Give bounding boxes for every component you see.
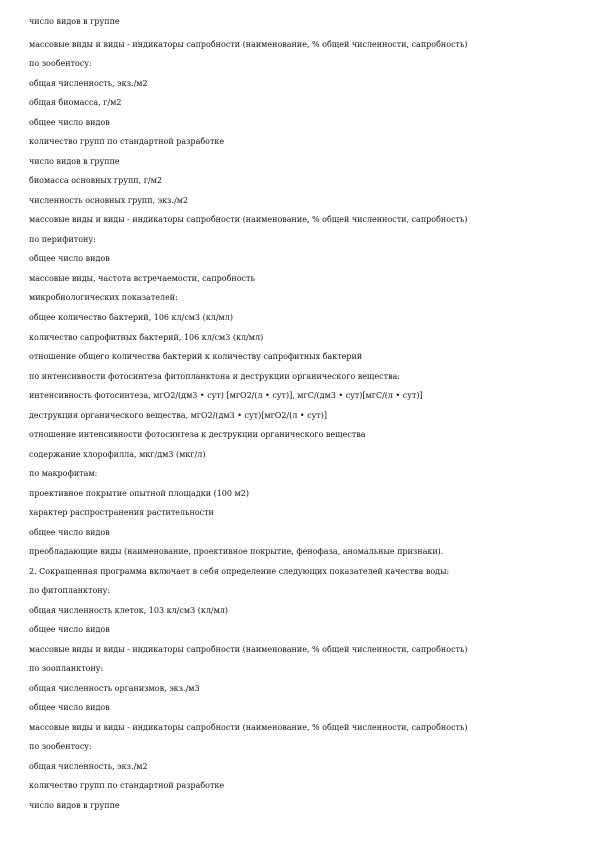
- text-line: общее число видов: [29, 703, 110, 712]
- text-line: общее число видов: [29, 625, 110, 634]
- text-line: массовые виды и виды - индикаторы сапробности (наименование, % общей численности, сапробность): [29, 723, 468, 732]
- text-line: массовые виды, частота встречаемости, сапробность: [29, 274, 255, 283]
- text-line: общее число видов: [29, 528, 110, 537]
- text-line: количество сапрофитных бактерий, 106 кл/см3 (кл/мл): [29, 333, 264, 342]
- text-line: общая численность клеток, 103 кл/см3 (кл/мл): [29, 606, 229, 615]
- text-line: преобладающие виды (наименование, проективное покрытие, фенофаза, аномальные признаки).: [29, 547, 444, 556]
- text-line: массовые виды и виды - индикаторы сапробности (наименование, % общей численности, сапробность): [29, 215, 468, 224]
- text-line: количество групп по стандартной разработке: [29, 137, 225, 146]
- text-line: интенсивность фотосинтеза, мгО2/(дм3 • сут) [мгО2/(л • сут)], мгС/(дм3 • сут)[мгС/(л • сут)]: [29, 391, 423, 400]
- text-line: общая численность, экз./м2: [29, 762, 148, 771]
- text-line: деструкция органического вещества, мгО2/(дм3 • сут)[мгО2/(л • сут)]: [29, 411, 327, 420]
- text-line: по макрофитам:: [29, 469, 98, 478]
- text-line: общее число видов: [29, 118, 110, 127]
- text-line: проективное покрытие опытной площадки (100 м2): [29, 489, 249, 498]
- text-line: по перифитону:: [29, 235, 96, 244]
- text-line: общая численность, экз./м2: [29, 79, 148, 88]
- text-line: общее число видов: [29, 254, 110, 263]
- text-line: число видов в группе: [29, 17, 120, 26]
- text-line: 2. Сокращенная программа включает в себя определение следующих показателей качества воды:: [29, 567, 450, 576]
- text-line: массовые виды и виды - индикаторы сапробности (наименование, % общей численности, сапробность): [29, 645, 468, 654]
- text-line: общее количество бактерий, 106 кл/см3 (кл/мл): [29, 313, 233, 322]
- text-line: отношение интенсивности фотосинтеза к деструкции органического вещества: [29, 430, 366, 439]
- text-line: по фитопланктону:: [29, 586, 111, 595]
- text-line: микробиологических показателей:: [29, 293, 178, 302]
- text-line: отношение общего количества бактерий к количеству сапрофитных бактерий: [29, 352, 363, 361]
- text-line: численность основных групп, экз./м2: [29, 196, 189, 205]
- text-line: биомасса основных групп, г/м2: [29, 176, 162, 185]
- text-line: по зообентосу:: [29, 742, 92, 751]
- text-line: содержание хлорофилла, мкг/дм3 (мкг/л): [29, 450, 206, 459]
- text-line: по зоопланктону:: [29, 664, 104, 673]
- text-line: по интенсивности фотосинтеза фитопланктона и деструкции органического вещества:: [29, 372, 400, 381]
- text-line: характер распространения растительности: [29, 508, 214, 517]
- text-line: общая численность организмов, экз./м3: [29, 684, 200, 693]
- text-line: число видов в группе: [29, 157, 120, 166]
- text-line: общая биомасса, г/м2: [29, 98, 122, 107]
- text-line: массовые виды и виды - индикаторы сапробности (наименование, % общей численности, сапробность): [29, 40, 468, 49]
- text-line: число видов в группе: [29, 801, 120, 810]
- text-line: количество групп по стандартной разработке: [29, 781, 225, 790]
- text-line: по зообентосу:: [29, 59, 92, 68]
